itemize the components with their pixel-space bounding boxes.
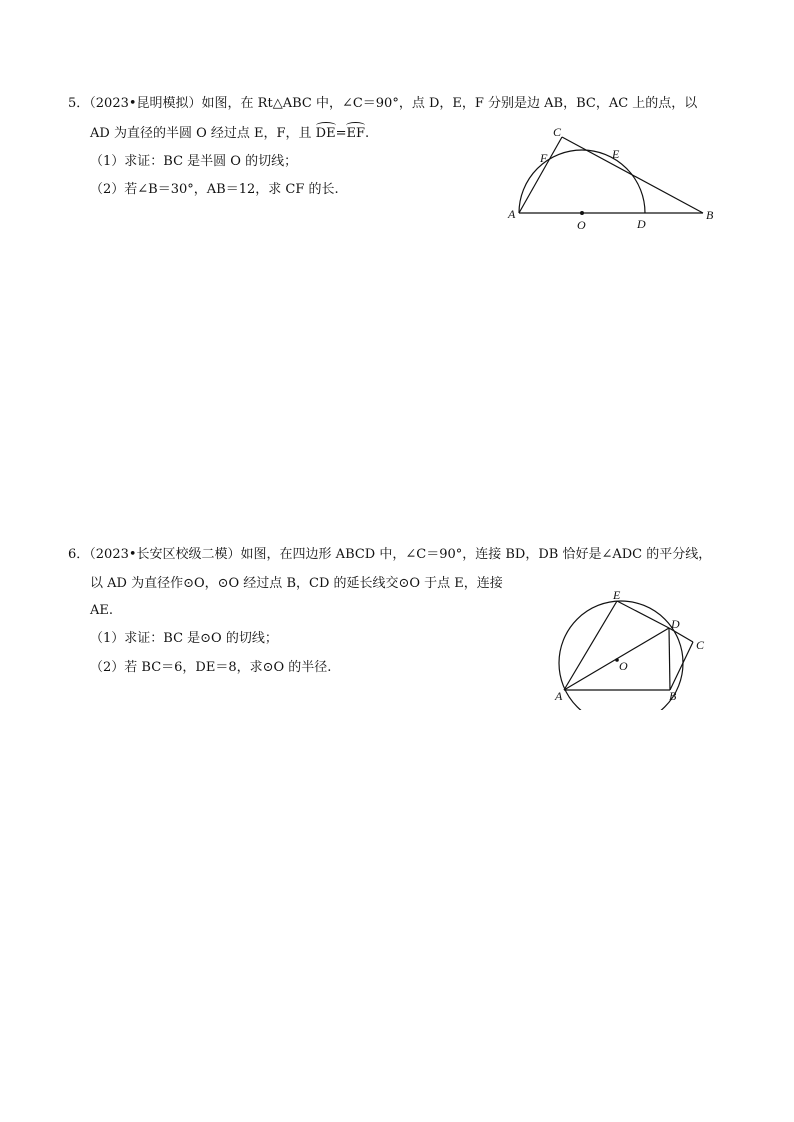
label-c: C [553,125,562,139]
label-e: E [613,588,621,602]
problem-5-source: （2023•昆明模拟） [89,96,202,111]
problem-5-figure [505,123,730,235]
problem-5-statement-2: AD 为直径的半圆 O 经过点 E，F，且 [90,126,312,141]
label-a: A [508,207,516,221]
label-e: E [612,147,620,161]
problem-6-figure [550,585,715,710]
problem-6-line-1 [68,546,711,564]
semicircle-o [519,150,645,213]
label-a: A [555,689,563,703]
equals-sign: = [335,126,347,141]
problem-5-line-2 [90,125,369,143]
problem-6-question-2: （2）若 BC＝6，DE＝8，求⊙O 的半径. [90,660,332,675]
label-d: D [671,617,680,631]
problem-5-statement-1: 如图，在 Rt△ABC 中，∠C＝90°，点 D，E，F 分别是边 AB，BC，AC 上的点，以 [201,96,698,111]
problem-6-number: 6． [68,547,90,562]
center-o-dot [580,211,584,215]
problem-6-line-2: 以 AD 为直径作⊙O，⊙O 经过点 B，CD 的延长线交⊙O 于点 E，连接 [90,576,503,591]
circle-o [559,601,683,710]
segment-ae [564,601,617,690]
segment-db [669,628,670,690]
label-o: O [619,659,628,673]
problem-5-number: 5． [68,96,90,111]
label-d: D [637,217,646,231]
label-o: O [577,218,586,232]
problem-5-question-1: （1）求证：BC 是半圆 O 的切线； [90,154,298,169]
problem-5-line-1 [68,95,697,113]
period: . [365,126,370,141]
problem-5-question-2: （2）若∠B＝30°，AB＝12，求 CF 的长. [90,182,339,197]
segment-ac [519,137,562,213]
label-b: B [669,689,677,703]
label-b: B [706,208,714,222]
arc-ef: EF [346,126,365,141]
problem-6-line-3: AE. [90,603,114,618]
label-c: C [696,638,705,652]
problem-6-source: （2023•长安区校级二模） [89,547,241,562]
problem-6-question-1: （1）求证：BC 是⊙O 的切线； [90,631,278,646]
problem-6-statement-1: 如图，在四边形 ABCD 中，∠C＝90°，连接 BD，DB 恰好是∠ADC 的平分线， [240,547,712,562]
label-f: F [540,151,548,165]
arc-de: DE [315,126,336,141]
